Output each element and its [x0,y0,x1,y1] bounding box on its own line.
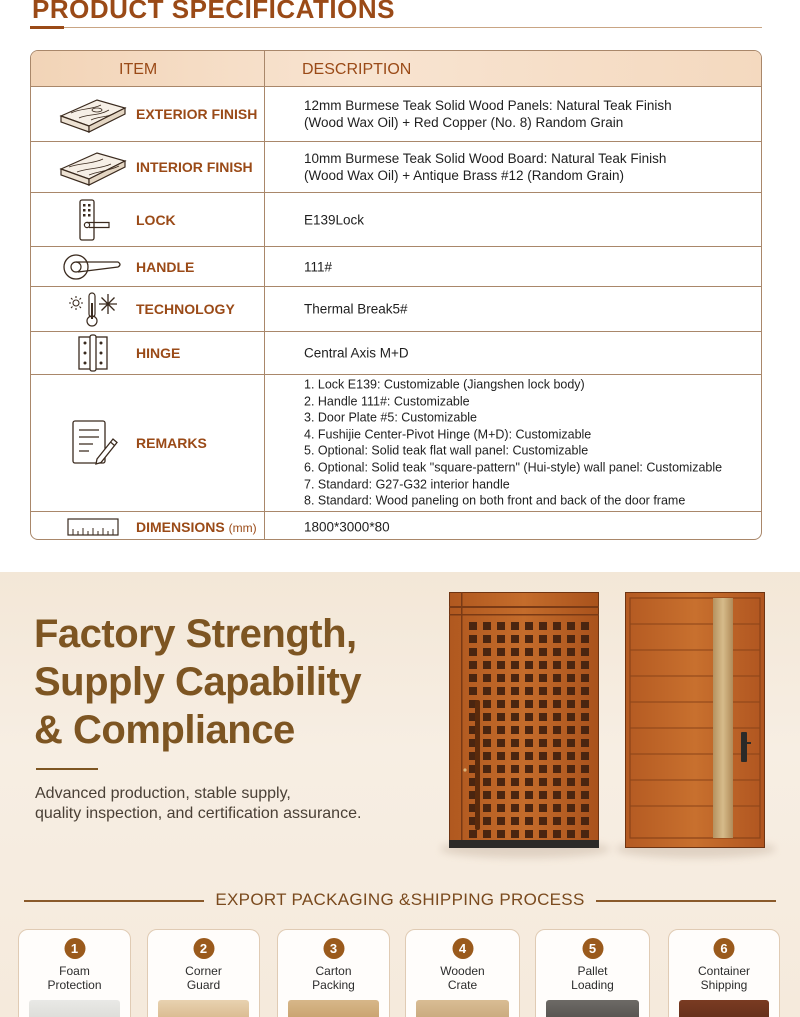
title-accent-bar [30,26,64,29]
table-row-dimensions [31,512,761,540]
list-item: 3. Door Plate #5: Customizable [304,410,478,425]
description-line: (Wood Wax Oil) + Red Copper (No. 8) Random Grain [304,115,624,130]
packaging-title: EXPORT PACKAGING &SHIPPING PROCESS [215,890,585,909]
step-label [536,964,649,992]
pallet-photo [546,1000,639,1017]
step-label-line: Packing [312,978,355,992]
row-label: INTERIOR FINISH [136,159,253,175]
table-row-handle [31,247,761,287]
step-label [148,964,259,992]
step-label-line: Crate [447,978,478,992]
carton-photo [288,1000,379,1017]
step-label-line: Container [697,964,751,978]
header-item: ITEM [119,61,158,78]
step-label [278,964,389,992]
table-row-technology [31,287,761,332]
foam-photo [29,1000,120,1017]
step-label-line: Foam [59,964,90,978]
step-number-badge: 4 [452,938,473,959]
row-description [304,301,754,318]
table-row-lock [31,193,761,247]
square-pattern-door-image [449,592,599,848]
door-handle-icon [45,244,141,290]
row-description [304,150,754,184]
corner-guard-photo [158,1000,249,1017]
row-description [304,97,754,131]
list-item: 7. Standard: G27-G32 interior handle [304,477,510,492]
headline-underline [36,768,98,770]
row-label: TECHNOLOGY [136,301,235,317]
subtitle-line: Advanced production, stable supply, [35,785,291,802]
step-number-badge: 5 [582,938,603,959]
step-label-line: Carton [315,964,352,978]
list-item: 4. Fushijie Center-Pivot Hinge (M+D): Customizable [304,427,592,442]
description-line: 10mm Burmese Teak Solid Wood Board: Natural Teak Finish [304,151,667,166]
row-label: HINGE [136,345,181,361]
unit-label: (mm) [228,520,257,535]
factory-headline [34,610,361,754]
list-item: 8. Standard: Wood paneling on both front and back of the door frame [304,493,686,508]
step-label-line: Protection [47,978,102,992]
step-label [669,964,779,992]
step-label-line: Corner [185,964,222,978]
step-card-pallet-loading [535,929,650,1017]
headline-line: & Compliance [34,708,295,752]
description-line: 1800*3000*80 [304,519,390,534]
row-description [304,518,754,535]
step-label-line: Wooden [440,964,485,978]
step-label-line: Pallet [577,964,608,978]
packaging-header [0,889,800,913]
wood-plank-icon [45,144,141,190]
crate-photo [416,1000,509,1017]
step-card-container-shipping [668,929,780,1017]
headline-line: Factory Strength, [34,612,357,656]
hinge-icon [45,330,141,376]
specifications-table [30,50,762,540]
row-description [304,345,754,362]
title-divider [30,27,762,28]
header-rule-right [596,900,776,902]
headline-line: Supply Capability [34,660,362,704]
remarks-list [304,377,754,510]
row-label: LOCK [136,211,176,228]
table-header [31,51,761,87]
row-label [136,519,257,535]
row-description [304,211,754,228]
step-card-carton-packing [277,929,390,1017]
table-row-remarks [31,375,761,512]
description-line: 111# [304,259,333,274]
subtitle-line: quality inspection, and certification assurance. [35,805,362,822]
description-line: (Wood Wax Oil) + Antique Brass #12 (Random Grain) [304,168,625,183]
description-line: 12mm Burmese Teak Solid Wood Panels: Natural Teak Finish [304,98,672,113]
step-number-badge: 1 [64,938,85,959]
notepad-pencil-icon [45,420,141,466]
list-item: 1. Lock E139: Customizable (Jiangshen lock body) [304,377,585,392]
plank-brass-door-image [625,592,765,848]
container-photo [679,1000,769,1017]
description-line: E139Lock [304,212,365,227]
table-row-interior-finish [31,142,761,193]
list-item: 5. Optional: Solid teak flat wall panel: Customizable [304,444,589,458]
description-line: Central Axis M+D [304,345,409,361]
step-number-badge: 2 [193,938,214,959]
step-card-wooden-crate [405,929,520,1017]
step-label [19,964,130,992]
thermal-break-icon [45,286,141,332]
ruler-icon [45,504,141,541]
factory-subtitle [35,784,415,824]
smart-lock-icon [45,197,141,243]
row-label: REMARKS [136,435,207,451]
row-label: EXTERIOR FINISH [136,106,258,122]
table-row-hinge [31,332,761,375]
step-label-line: Shipping [700,978,748,992]
step-label-line: Loading [571,978,614,992]
row-description [304,258,754,275]
step-number-badge: 6 [714,938,735,959]
wood-plank-icon [45,91,141,137]
description-line: Thermal Break5# [304,301,408,317]
step-label-line: Guard [186,978,221,992]
step-card-corner-guard [147,929,260,1017]
factory-strength-section [0,572,800,1017]
header-description: DESCRIPTION [302,61,412,78]
step-label [406,964,519,992]
row-label: HANDLE [136,258,195,275]
section-title: PRODUCT SPECIFICATIONS [32,0,395,24]
row-label-text: DIMENSIONS [136,518,225,535]
list-item: 2. Handle 111#: Customizable [304,394,470,409]
step-card-foam-protection [18,929,131,1017]
list-item: 6. Optional: Solid teak "square-pattern" (Hui-style) wall panel: Customizable [304,460,723,475]
step-number-badge: 3 [323,938,344,959]
table-row-exterior-finish [31,87,761,142]
